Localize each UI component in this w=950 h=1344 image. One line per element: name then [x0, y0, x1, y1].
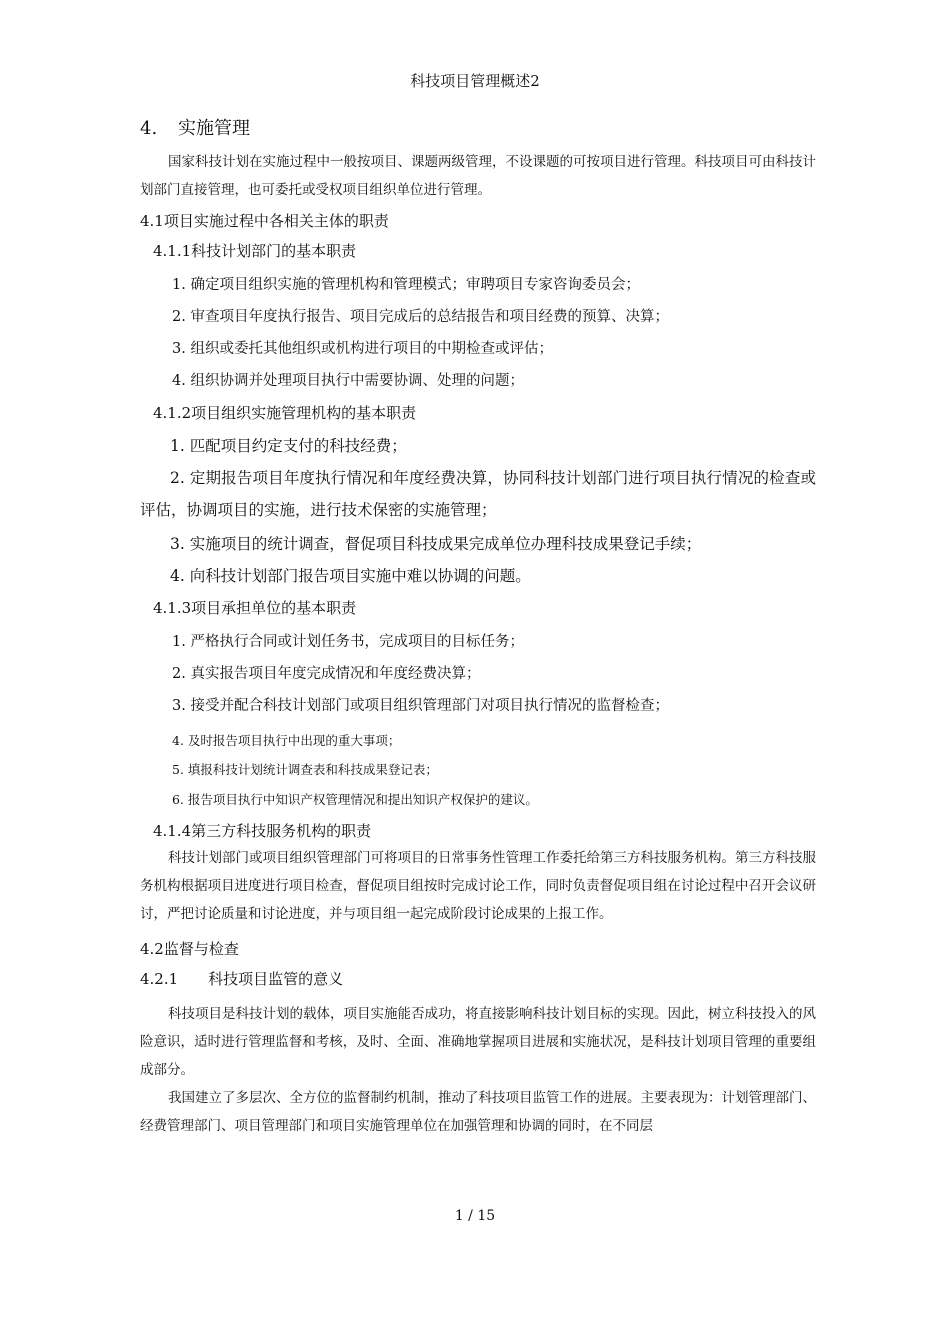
list-item: 2. 定期报告项目年度执行情况和年度经费决算，协同科技计划部门进行项目执行情况的检查或评估，协调项目的实施，进行技术保密的实施管理；	[140, 469, 816, 519]
section-4-2-1-paragraph-2: 我国建立了多层次、全方位的监督制约机制，推动了科技项目监管工作的进展。主要表现为：计划管理部门、经费管理部门、项目管理部门和项目实施管理单位在加强管理和协调的同时，在不同层	[140, 1090, 816, 1134]
section-4-2-1-paragraph-1: 科技项目是科技计划的载体，项目实施能否成功，将直接影响科技计划目标的实现。因此，树立科技投入的风险意识，适时进行管理监督和考核，及时、全面、准确地掌握项目进展和实施状况，是科技计划项目管理的重要组成部分。	[140, 1006, 816, 1078]
list-item: 6. 报告项目执行中知识产权管理情况和提出知识产权保护的建议。	[172, 792, 538, 807]
section-4-2-heading: 4.2监督与检查	[140, 940, 239, 958]
list-item: 1. 严格执行合同或计划任务书，完成项目的目标任务；	[172, 634, 524, 650]
section-4-1-3-heading: 4.1.3项目承担单位的基本职责	[153, 599, 357, 617]
section-4-heading	[140, 114, 250, 140]
section-4-2-1-heading	[140, 968, 343, 989]
list-item: 1. 匹配项目约定支付的科技经费；	[170, 437, 407, 455]
list-item: 4. 组织协调并处理项目执行中需要协调、处理的问题；	[172, 373, 524, 389]
list-item: 2. 真实报告项目年度完成情况和年度经费决算；	[172, 666, 481, 682]
section-4-2-1-title: 科技项目监管的意义	[208, 970, 344, 988]
list-item: 3. 接受并配合科技计划部门或项目组织管理部门对项目执行情况的监督检查；	[172, 698, 669, 714]
section-4-1-2-heading: 4.1.2项目组织实施管理机构的基本职责	[153, 404, 417, 422]
list-item: 4. 及时报告项目执行中出现的重大事项；	[172, 733, 401, 748]
list-item: 3. 实施项目的统计调查，督促项目科技成果完成单位办理科技成果登记手续；	[170, 535, 702, 553]
section-4-2-1-number: 4.2.1	[140, 970, 179, 988]
list-item: 5. 填报科技计划统计调查表和科技成果登记表；	[172, 762, 438, 777]
list-item: 3. 组织或委托其他组织或机构进行项目的中期检查或评估；	[172, 341, 553, 357]
section-4-1-1-heading: 4.1.1科技计划部门的基本职责	[153, 242, 357, 260]
list-item: 4. 向科技计划部门报告项目实施中难以协调的问题。	[170, 567, 531, 585]
page-header: 科技项目管理概述2	[410, 72, 540, 90]
page-number: 1 / 15	[454, 1208, 496, 1224]
section-4-1-4-heading: 4.1.4第三方科技服务机构的职责	[153, 822, 372, 840]
intro-paragraph: 国家科技计划在实施过程中一般按项目、课题两级管理，不设课题的可按项目进行管理。科技项目可由科技计划部门直接管理，也可委托或受权项目组织单位进行管理。	[140, 154, 816, 198]
list-item: 1. 确定项目组织实施的管理机构和管理模式；审聘项目专家咨询委员会；	[172, 277, 640, 293]
section-4-number: 4.	[140, 118, 158, 139]
section-4-1-4-paragraph: 科技计划部门或项目组织管理部门可将项目的日常事务性管理工作委托给第三方科技服务机构。第三方科技服务机构根据项目进度进行项目检查，督促项目组按时完成讨论工作，同时负责督促项目组在讨论过程中召开会议研讨，严把讨论质量和讨论进度，并与项目组一起完成阶段讨论成果的上报工作。	[140, 850, 816, 922]
section-4-title: 实施管理	[178, 118, 250, 139]
list-item: 2. 审查项目年度执行报告、项目完成后的总结报告和项目经费的预算、决算；	[172, 309, 669, 325]
section-4-1-heading: 4.1项目实施过程中各相关主体的职责	[140, 212, 389, 230]
